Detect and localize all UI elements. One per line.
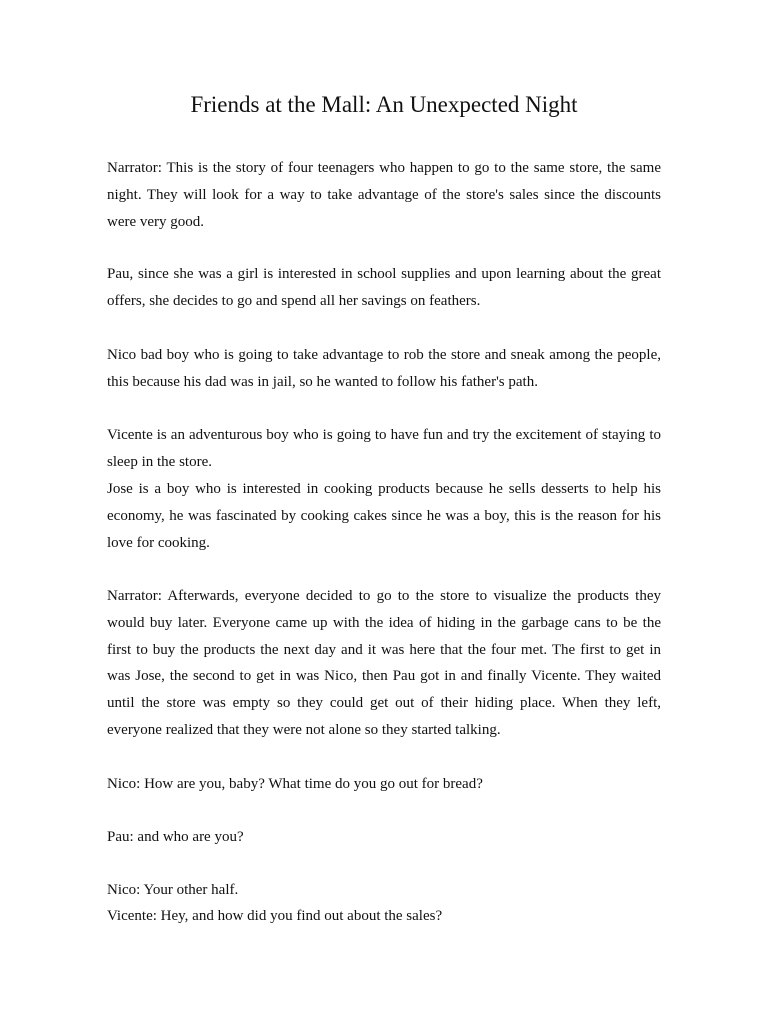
paragraph-jose-intro: Jose is a boy who is interested in cooking products because he sells desserts to help his economy, he was fascinated by cooking cakes since he was a boy, this is the reason for his love for cooking.	[107, 481, 661, 551]
dialogue-line-vicente-1: Vicente: Hey, and how did you find out about the sales?	[107, 908, 443, 924]
paragraph-nico-intro: Nico bad boy who is going to take advantage to rob the store and sneak among the people, this because his dad was in jail, so he wanted to follow his father's path.	[107, 347, 661, 390]
paragraph-pau-intro: Pau, since she was a girl is interested in school supplies and upon learning about the great offers, she decides to go and spend all her savings on feathers.	[107, 266, 661, 309]
paragraph-vicente-intro: Vicente is an adventurous boy who is going to have fun and try the excitement of staying to sleep in the store.	[107, 427, 661, 470]
dialogue-line-pau-1: Pau: and who are you?	[107, 829, 244, 845]
document-title: Friends at the Mall: An Unexpected Night	[190, 92, 578, 117]
paragraph-narrator-intro: Narrator: This is the story of four teenagers who happen to go to the same store, the same night. They will look for a way to take advantage of the store's sales since the discounts were very good.	[107, 160, 661, 230]
dialogue-line-nico-1: Nico: How are you, baby? What time do you go out for bread?	[107, 776, 483, 792]
paragraph-narrator-meeting: Narrator: Afterwards, everyone decided to go to the store to visualize the products they would buy later. Everyone came up with the idea of hiding in the garbage cans to be the first to buy the products the next day and it was here that the four met. The first to get in was Jose, the second to get in was Nico, then Pau got in and finally Vicente. They waited until the store was empty so they could get out of their hiding place. When they left, everyone realized that they were not alone so they started talking.	[107, 588, 661, 738]
dialogue-line-nico-2: Nico: Your other half.	[107, 882, 239, 898]
